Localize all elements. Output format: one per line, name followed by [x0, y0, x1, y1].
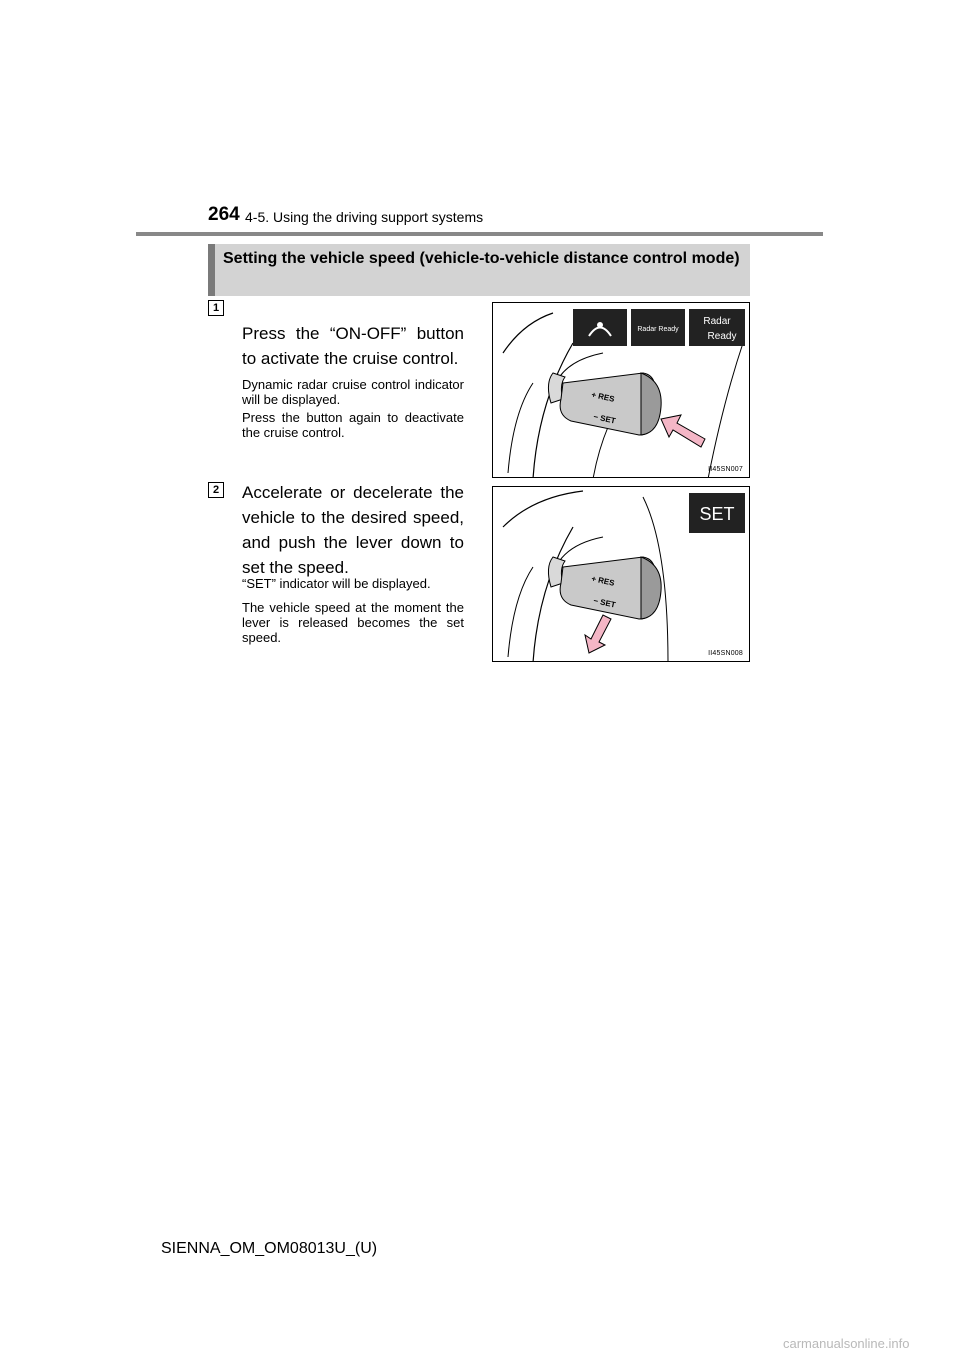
chapter-title: 4-5. Using the driving support systems	[245, 209, 484, 225]
svg-text:− SET: − SET	[592, 412, 617, 426]
section-heading-bar	[208, 244, 215, 296]
svg-text:− SET: − SET	[592, 596, 617, 610]
section-title: Setting the vehicle speed (vehicle-to-vehicle distance control mode)	[223, 250, 740, 267]
svg-text:+ RES: + RES	[590, 390, 616, 404]
step-2-number: 2	[208, 482, 224, 498]
press-arrow-icon	[661, 415, 705, 447]
page-number: 264	[208, 204, 240, 225]
radar-ready-label-small: Radar Ready	[637, 326, 679, 333]
figure-step-2-illustration	[493, 487, 750, 662]
figure-step-1	[492, 302, 750, 478]
section-heading	[208, 244, 750, 296]
figure-1-code: II45SN007	[708, 466, 743, 473]
push-down-arrow-icon	[585, 615, 611, 653]
document-code: SIENNA_OM_OM08013U_(U)	[161, 1240, 378, 1257]
ready-label: Ready	[707, 331, 737, 342]
step-1-note-2: Press the button again to deactivate the cruise control.	[242, 410, 464, 440]
svg-text:+ RES: + RES	[590, 574, 616, 588]
watermark: carmanualsonline.info	[783, 1336, 910, 1351]
step-1-number: 1	[208, 300, 224, 316]
cruise-control-lever-2	[548, 557, 661, 619]
header-rule	[136, 232, 823, 236]
step-2-instruction: Accelerate or decelerate the vehicle to the desired speed, and push the lever down to set the speed.	[242, 483, 464, 577]
figure-step-2	[492, 486, 750, 662]
set-indicator-label: SET	[699, 504, 735, 524]
step-1-note-1: Dynamic radar cruise control indicator will be displayed.	[242, 377, 464, 407]
cruise-control-lever	[548, 373, 661, 435]
step-2-note-2: The vehicle speed at the moment the lever is released becomes the set speed.	[242, 600, 464, 645]
step-1-instruction: Press the “ON-OFF” button to activate the cruise control.	[242, 324, 464, 368]
figure-step-1-illustration	[493, 303, 750, 478]
step-2-note-1: “SET” indicator will be displayed.	[242, 576, 431, 591]
radar-label: Radar	[703, 316, 731, 327]
figure-2-code: II45SN008	[708, 650, 743, 657]
